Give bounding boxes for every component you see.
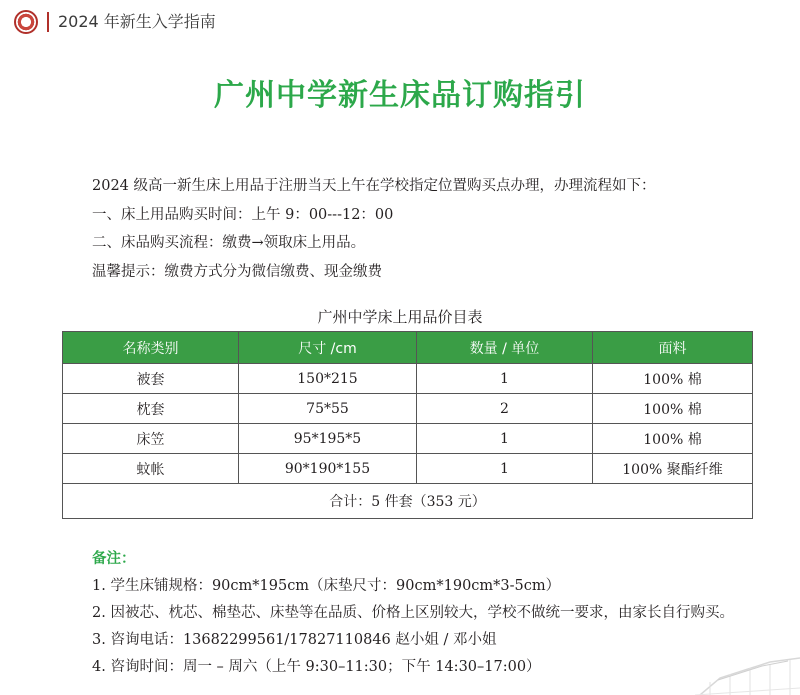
table-cell: 100% 棉 [593,394,753,424]
school-logo [14,10,38,34]
table-cell: 95*195*5 [239,424,417,454]
table-total: 合计：5 件套（353 元） [63,484,753,519]
table-cell: 90*190*155 [239,454,417,484]
table-cell: 1 [417,364,593,394]
table-cell: 床笠 [63,424,239,454]
table-header-row [63,332,753,364]
intro-line: 二、床品购买流程：缴费→领取床上用品。 [92,235,366,251]
table-cell: 75*55 [239,394,417,424]
header-divider [47,12,49,32]
table-row [63,364,753,394]
column-header: 尺寸 /cm [239,332,417,364]
column-header: 数量 / 单位 [417,332,593,364]
table-row [63,424,753,454]
table-cell: 2 [417,394,593,424]
note-item: 1. 学生床铺规格：90cm*195cm（床垫尺寸：90cm*190cm*3-5cm） [92,578,561,594]
table-cell: 100% 聚酯纤维 [593,454,753,484]
column-header: 名称类别 [63,332,239,364]
note-item: 3. 咨询电话：13682299561/17827110846 赵小姐 / 邓小姐 [92,632,497,648]
table-cell: 1 [417,454,593,484]
notes-section [92,546,792,681]
table-row [63,454,753,484]
table-cell: 1 [417,424,593,454]
table-caption: 广州中学床上用品价目表 [317,308,483,326]
header-title: 2024 年新生入学指南 [58,12,216,31]
column-header: 面料 [593,332,753,364]
table-cell: 100% 棉 [593,364,753,394]
notes-title: 备注： [92,551,136,567]
page-header [0,0,800,44]
table-cell: 蚊帐 [63,454,239,484]
table-row [63,394,753,424]
intro-line: 温馨提示：缴费方式分为微信缴费、现金缴费 [92,263,382,280]
price-table [62,331,753,519]
intro-line: 2024 级高一新生床上用品于注册当天上午在学校指定位置购买点办理，办理流程如下： [92,178,656,194]
note-item: 2. 因被芯、枕芯、棉垫芯、床垫等在品质、价格上区别较大，学校不做统一要求，由家长自行购买。 [92,605,734,621]
table-cell: 枕套 [63,394,239,424]
page-title: 广州中学新生床品订购指引 [214,78,586,113]
note-item: 4. 咨询时间：周一 – 周六（上午 9:30–11:30；下午 14:30–17:00） [92,659,541,675]
table-total-row [63,484,753,519]
building-sketch-decoration [690,640,800,695]
intro-line: 一、床上用品购买时间：上午 9：00---12：00 [92,206,394,223]
table-cell: 150*215 [239,364,417,394]
table-cell: 100% 棉 [593,424,753,454]
intro-section [92,172,772,286]
table-cell: 被套 [63,364,239,394]
